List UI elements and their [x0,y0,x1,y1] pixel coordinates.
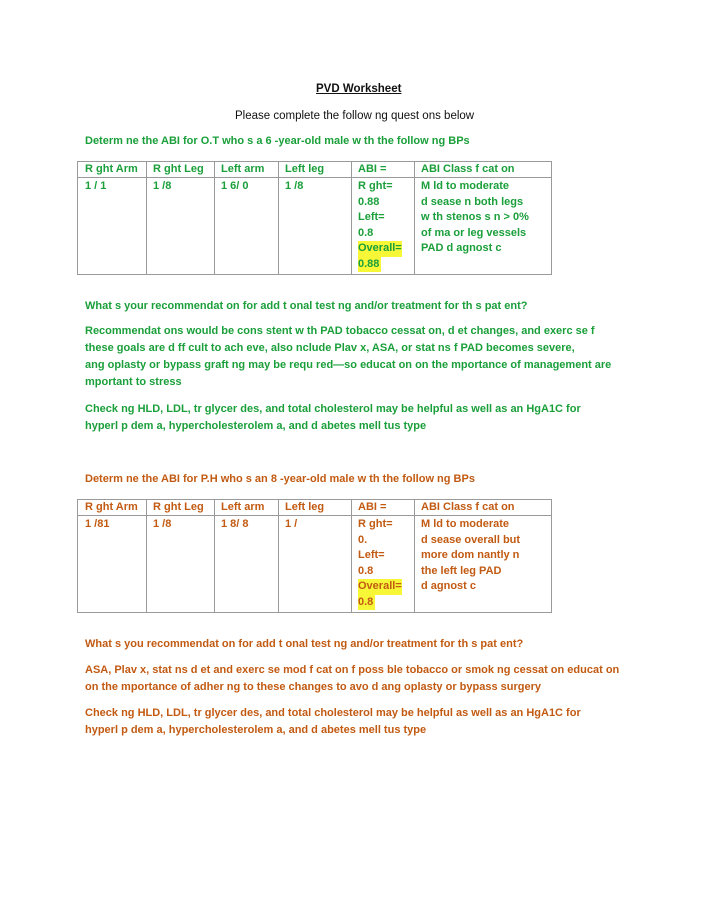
section1-question: What s your recommendat on for add t onal test ng and/or treatment for th s pat ent? [85,300,528,312]
section2-answer2: Check ng HLD, LDL, tr glycer des, and total cholesterol may be helpful as well as an HgA1C for hyperl p dem a, hypercholesterolem a, and d abetes mell tus type [85,707,581,736]
abi-right-value: 0.88 [358,195,380,208]
page-subtitle: Please complete the follow ng quest ons below [235,110,475,122]
abi-classification: M ld to moderate d sease overall but more dom nantly n the left leg PAD d agnost c [421,518,521,592]
abi-overall-label: Overall= [358,579,402,595]
header-abi: ABI = [358,163,387,175]
value-right-arm: 1 / 1 [85,180,107,192]
abi-right-value: 0. [358,533,368,546]
header-abi-classification: ABI Class f cat on [421,163,515,175]
header-right-leg: R ght Leg [153,163,204,175]
section2-question: What s you recommendat on for add t onal test ng and/or treatment for th s pat ent? [85,638,524,650]
section1-table [77,161,552,275]
section1-answer2: Check ng HLD, LDL, tr glycer des, and total cholesterol may be helpful as well as an HgA1C for hyperl p dem a, hypercholesterolem a, and d abetes mell tus type [85,403,581,432]
abi-classification: M ld to moderate d sease n both legs w th stenos s n > 0% of ma or leg vessels PAD d agnost c [421,180,529,254]
abi-overall-value: 0.8 [358,595,375,611]
value-left-arm: 1 8/ 8 [221,518,249,530]
header-right-leg: R ght Leg [153,501,204,513]
header-left-arm: Left arm [221,501,265,513]
page-title: PVD Worksheet [316,83,402,95]
abi-left-label: Left= [358,549,385,561]
header-left-arm: Left arm [221,163,265,175]
header-abi: ABI = [358,501,387,513]
value-left-arm: 1 6/ 0 [221,180,249,192]
abi-overall-value: 0.88 [358,257,381,273]
abi-overall-label: Overall= [358,241,402,257]
header-right-arm: R ght Arm [85,163,138,175]
value-right-leg: 1 /8 [153,518,172,530]
abi-right-label: R ght= [358,180,393,192]
value-right-arm: 1 /81 [85,518,110,530]
abi-left-value: 0.8 [358,226,374,239]
section1-prompt: Determ ne the ABI for O.T who s a 6 -year-old male w th the follow ng BPs [85,135,470,147]
value-left-leg: 1 / [285,518,298,530]
section1-answer1: Recommendat ons would be cons stent w th PAD tobacco cessat on, d et changes, and exerc se f these goals are d ff cult to ach eve, also nclude Plav x, ASA, or stat ns f PAD becomes severe, ang oplasty or bypass graft ng may be requ red—so educat on on the mportance of management are mportant to stress [85,325,612,388]
abi-values [358,179,402,272]
section2-table [77,499,552,613]
section2-answer1: ASA, Plav x, stat ns d et and exerc se mod f cat on f poss ble tobacco or smok ng cessat on educat on on the mportance of adher ng to these changes to avo d ang oplasty or bypass surgery [85,664,620,693]
abi-right-label: R ght= [358,518,393,530]
section2-prompt: Determ ne the ABI for P.H who s an 8 -year-old male w th the follow ng BPs [85,473,475,485]
header-right-arm: R ght Arm [85,501,138,513]
value-right-leg: 1 /8 [153,180,172,192]
header-left-leg: Left leg [285,163,325,175]
header-left-leg: Left leg [285,501,325,513]
abi-left-value: 0.8 [358,564,374,577]
header-abi-classification: ABI Class f cat on [421,501,515,513]
abi-left-label: Left= [358,211,385,223]
abi-values [358,517,402,610]
value-left-leg: 1 /8 [285,180,304,192]
